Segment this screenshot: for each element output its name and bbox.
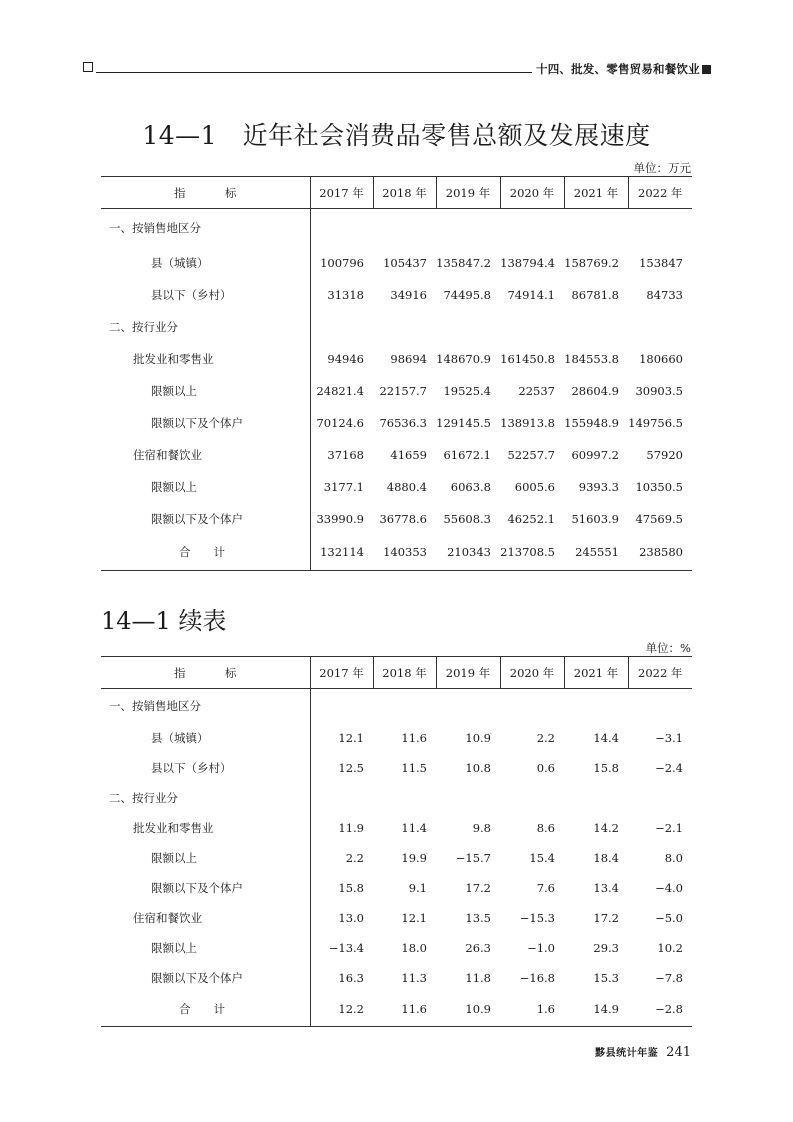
cell-value: −4.0 bbox=[655, 880, 683, 895]
table1-header-row bbox=[101, 177, 692, 209]
cell-value bbox=[628, 689, 692, 723]
cell-value: 155948.9 bbox=[564, 415, 619, 430]
cell-value: 8.0 bbox=[664, 850, 683, 865]
cell-value: 180660 bbox=[639, 351, 683, 366]
table-row bbox=[101, 209, 692, 247]
cell-value bbox=[500, 689, 564, 723]
cell-value bbox=[373, 783, 436, 813]
cell-value: 15.8 bbox=[338, 880, 364, 895]
header-indicator: 指 标 bbox=[101, 177, 310, 209]
cell-value: 3177.1 bbox=[323, 479, 364, 494]
table-row bbox=[101, 723, 692, 753]
cell-value: 13.4 bbox=[593, 880, 619, 895]
table-row bbox=[101, 247, 692, 279]
cell-value: 17.2 bbox=[593, 910, 619, 925]
chapter-header bbox=[536, 61, 711, 77]
cell-value: 41659 bbox=[390, 447, 427, 462]
header-square-mark bbox=[702, 65, 711, 74]
row-label: 住宿和餐饮业 bbox=[101, 903, 310, 933]
cell-value: 138794.4 bbox=[500, 255, 555, 270]
header-year: 2017 年 bbox=[310, 657, 373, 689]
cell-value: 19525.4 bbox=[443, 383, 491, 398]
cell-value: 57920 bbox=[646, 447, 683, 462]
table2-unit: 单位：% bbox=[645, 641, 691, 655]
cell-value bbox=[436, 311, 500, 343]
table2-title: 14—1 续表 bbox=[101, 607, 227, 635]
cell-value bbox=[436, 689, 500, 723]
cell-value: 11.8 bbox=[465, 970, 491, 985]
cell-value: 28604.9 bbox=[571, 383, 619, 398]
page-number: 241 bbox=[666, 1045, 691, 1060]
cell-value: 61672.1 bbox=[443, 447, 491, 462]
cell-value: 15.4 bbox=[529, 850, 555, 865]
cell-value bbox=[436, 783, 500, 813]
cell-value: 11.6 bbox=[401, 730, 427, 745]
cell-value: 74914.1 bbox=[507, 287, 555, 302]
cell-value: 22157.7 bbox=[379, 383, 427, 398]
cell-value: 149756.5 bbox=[628, 415, 683, 430]
header-indicator: 指 标 bbox=[101, 657, 310, 689]
header-year: 2017 年 bbox=[310, 177, 373, 209]
header-year: 2019 年 bbox=[436, 177, 500, 209]
row-label: 合 计 bbox=[101, 535, 310, 571]
row-label: 县以下（乡村） bbox=[101, 753, 310, 783]
table-row bbox=[101, 903, 692, 933]
cell-value: 15.8 bbox=[593, 760, 619, 775]
cell-value: −2.1 bbox=[655, 820, 683, 835]
cell-value: 60997.2 bbox=[571, 447, 619, 462]
table-row bbox=[101, 407, 692, 439]
row-label: 限额以下及个体户 bbox=[101, 503, 310, 535]
cell-value: 18.0 bbox=[401, 940, 427, 955]
table-row bbox=[101, 471, 692, 503]
table-row bbox=[101, 783, 692, 813]
cell-value: 2.2 bbox=[536, 730, 555, 745]
cell-value: 10.9 bbox=[436, 993, 500, 1027]
table-row bbox=[101, 343, 692, 375]
cell-value bbox=[628, 311, 692, 343]
cell-value: 9.8 bbox=[472, 820, 491, 835]
header-year: 2021 年 bbox=[564, 657, 628, 689]
cell-value bbox=[628, 209, 692, 247]
cell-value: 12.1 bbox=[338, 730, 364, 745]
cell-value: 19.9 bbox=[401, 850, 427, 865]
header-year: 2020 年 bbox=[500, 657, 564, 689]
table2 bbox=[101, 656, 692, 1027]
cell-value bbox=[564, 689, 628, 723]
row-label: 限额以下及个体户 bbox=[101, 407, 310, 439]
cell-value: 161450.8 bbox=[500, 351, 555, 366]
cell-value: 94946 bbox=[327, 351, 364, 366]
table-row bbox=[101, 503, 692, 535]
header-year: 2021 年 bbox=[564, 177, 628, 209]
cell-value: 213708.5 bbox=[500, 535, 564, 571]
cell-value bbox=[310, 311, 373, 343]
cell-value: 10350.5 bbox=[635, 479, 683, 494]
cell-value bbox=[310, 209, 373, 247]
cell-value: −16.8 bbox=[519, 970, 555, 985]
cell-value: 7.6 bbox=[536, 880, 555, 895]
table2-header-row bbox=[101, 657, 692, 689]
cell-value: 8.6 bbox=[536, 820, 555, 835]
cell-value: 12.5 bbox=[338, 760, 364, 775]
cell-value: 11.4 bbox=[401, 820, 427, 835]
cell-value: 6005.6 bbox=[514, 479, 555, 494]
cell-value bbox=[564, 311, 628, 343]
cell-value: 13.0 bbox=[338, 910, 364, 925]
cell-value: 245551 bbox=[564, 535, 628, 571]
cell-value bbox=[500, 209, 564, 247]
cell-value bbox=[310, 783, 373, 813]
cell-value: −2.4 bbox=[655, 760, 683, 775]
cell-value: 10.9 bbox=[465, 730, 491, 745]
cell-value: −13.4 bbox=[328, 940, 364, 955]
cell-value: 138913.8 bbox=[500, 415, 555, 430]
cell-value: −3.1 bbox=[655, 730, 683, 745]
cell-value: −15.3 bbox=[519, 910, 555, 925]
row-label: 限额以上 bbox=[101, 933, 310, 963]
header-year: 2018 年 bbox=[373, 657, 436, 689]
row-label: 一、按销售地区分 bbox=[101, 689, 310, 723]
row-label: 县以下（乡村） bbox=[101, 279, 310, 311]
table-row bbox=[101, 873, 692, 903]
table-row bbox=[101, 279, 692, 311]
cell-value: 36778.6 bbox=[379, 511, 427, 526]
cell-value: 4880.4 bbox=[386, 479, 427, 494]
cell-value: 158769.2 bbox=[564, 255, 619, 270]
row-label: 限额以上 bbox=[101, 471, 310, 503]
yearbook-name: 黟县统计年鉴 bbox=[595, 1048, 659, 1059]
header-year: 2022 年 bbox=[628, 657, 692, 689]
row-label: 二、按行业分 bbox=[101, 311, 310, 343]
table-row bbox=[101, 689, 692, 723]
cell-value bbox=[500, 783, 564, 813]
cell-value bbox=[564, 783, 628, 813]
table-row bbox=[101, 843, 692, 873]
cell-value: 9393.3 bbox=[578, 479, 619, 494]
cell-value: 148670.9 bbox=[436, 351, 491, 366]
row-label: 一、按销售地区分 bbox=[101, 209, 310, 247]
header-box-mark bbox=[83, 62, 93, 72]
table1-unit: 单位：万元 bbox=[633, 161, 691, 175]
header-year: 2020 年 bbox=[500, 177, 564, 209]
table1-title: 14—1 近年社会消费品零售总额及发展速度 bbox=[142, 121, 651, 150]
header-year: 2018 年 bbox=[373, 177, 436, 209]
cell-value: −2.8 bbox=[628, 993, 692, 1027]
cell-value: 140353 bbox=[373, 535, 436, 571]
cell-value: 14.4 bbox=[593, 730, 619, 745]
header-rule bbox=[96, 72, 532, 73]
cell-value: 14.2 bbox=[593, 820, 619, 835]
table-row bbox=[101, 963, 692, 993]
cell-value: 153847 bbox=[639, 255, 683, 270]
row-label: 县（城镇） bbox=[101, 723, 310, 753]
table-row bbox=[101, 993, 692, 1027]
cell-value bbox=[310, 689, 373, 723]
cell-value: 2.2 bbox=[345, 850, 364, 865]
cell-value bbox=[373, 689, 436, 723]
cell-value: 29.3 bbox=[593, 940, 619, 955]
cell-value: 84733 bbox=[646, 287, 683, 302]
cell-value: 210343 bbox=[436, 535, 500, 571]
cell-value: 105437 bbox=[383, 255, 427, 270]
table-row bbox=[101, 933, 692, 963]
cell-value: 74495.8 bbox=[443, 287, 491, 302]
cell-value: 26.3 bbox=[465, 940, 491, 955]
cell-value: −15.7 bbox=[455, 850, 491, 865]
chapter-title: 十四、批发、零售贸易和餐饮业 bbox=[536, 62, 700, 76]
header-year: 2019 年 bbox=[436, 657, 500, 689]
cell-value: 6063.8 bbox=[450, 479, 491, 494]
cell-value: 238580 bbox=[628, 535, 692, 571]
cell-value bbox=[373, 311, 436, 343]
cell-value: 13.5 bbox=[465, 910, 491, 925]
cell-value: 30903.5 bbox=[635, 383, 683, 398]
cell-value: −1.0 bbox=[527, 940, 555, 955]
cell-value: 14.9 bbox=[564, 993, 628, 1027]
table1 bbox=[101, 176, 692, 571]
cell-value: 11.9 bbox=[338, 820, 364, 835]
cell-value: 46252.1 bbox=[507, 511, 555, 526]
cell-value: 34916 bbox=[390, 287, 427, 302]
table-row bbox=[101, 311, 692, 343]
cell-value bbox=[373, 209, 436, 247]
cell-value: 47569.5 bbox=[635, 511, 683, 526]
row-label: 县（城镇） bbox=[101, 247, 310, 279]
cell-value: 100796 bbox=[320, 255, 364, 270]
cell-value bbox=[500, 311, 564, 343]
cell-value: 12.2 bbox=[310, 993, 373, 1027]
cell-value: 33990.9 bbox=[316, 511, 364, 526]
cell-value: 132114 bbox=[310, 535, 373, 571]
cell-value bbox=[436, 209, 500, 247]
cell-value: 184553.8 bbox=[564, 351, 619, 366]
row-label: 批发业和零售业 bbox=[101, 343, 310, 375]
cell-value: 11.6 bbox=[373, 993, 436, 1027]
cell-value: 70124.6 bbox=[316, 415, 364, 430]
table-row bbox=[101, 375, 692, 407]
cell-value: 10.2 bbox=[657, 940, 683, 955]
table-row bbox=[101, 439, 692, 471]
cell-value: 18.4 bbox=[593, 850, 619, 865]
cell-value: 135847.2 bbox=[436, 255, 491, 270]
cell-value: 11.3 bbox=[401, 970, 427, 985]
cell-value: 37168 bbox=[327, 447, 364, 462]
cell-value: 17.2 bbox=[465, 880, 491, 895]
table-row bbox=[101, 753, 692, 783]
cell-value: 0.6 bbox=[536, 760, 555, 775]
row-label: 限额以下及个体户 bbox=[101, 873, 310, 903]
table-row bbox=[101, 813, 692, 843]
cell-value: 1.6 bbox=[500, 993, 564, 1027]
cell-value: 86781.8 bbox=[571, 287, 619, 302]
cell-value: 76536.3 bbox=[379, 415, 427, 430]
cell-value: 9.1 bbox=[408, 880, 427, 895]
cell-value bbox=[628, 783, 692, 813]
cell-value: 98694 bbox=[390, 351, 427, 366]
row-label: 住宿和餐饮业 bbox=[101, 439, 310, 471]
row-label: 限额以下及个体户 bbox=[101, 963, 310, 993]
cell-value: 31318 bbox=[327, 287, 364, 302]
row-label: 限额以上 bbox=[101, 843, 310, 873]
cell-value: 55608.3 bbox=[443, 511, 491, 526]
cell-value bbox=[564, 209, 628, 247]
cell-value: −7.8 bbox=[655, 970, 683, 985]
cell-value: 129145.5 bbox=[436, 415, 491, 430]
cell-value: 51603.9 bbox=[571, 511, 619, 526]
cell-value: 16.3 bbox=[338, 970, 364, 985]
cell-value: 15.3 bbox=[593, 970, 619, 985]
cell-value: 10.8 bbox=[465, 760, 491, 775]
cell-value: 22537 bbox=[518, 383, 555, 398]
cell-value: 52257.7 bbox=[507, 447, 555, 462]
row-label: 合 计 bbox=[101, 993, 310, 1027]
cell-value: 12.1 bbox=[401, 910, 427, 925]
cell-value: −5.0 bbox=[655, 910, 683, 925]
header-year: 2022 年 bbox=[628, 177, 692, 209]
row-label: 限额以上 bbox=[101, 375, 310, 407]
page-footer bbox=[595, 1044, 691, 1060]
table-row bbox=[101, 535, 692, 571]
row-label: 批发业和零售业 bbox=[101, 813, 310, 843]
cell-value: 11.5 bbox=[401, 760, 427, 775]
cell-value: 24821.4 bbox=[316, 383, 364, 398]
row-label: 二、按行业分 bbox=[101, 783, 310, 813]
